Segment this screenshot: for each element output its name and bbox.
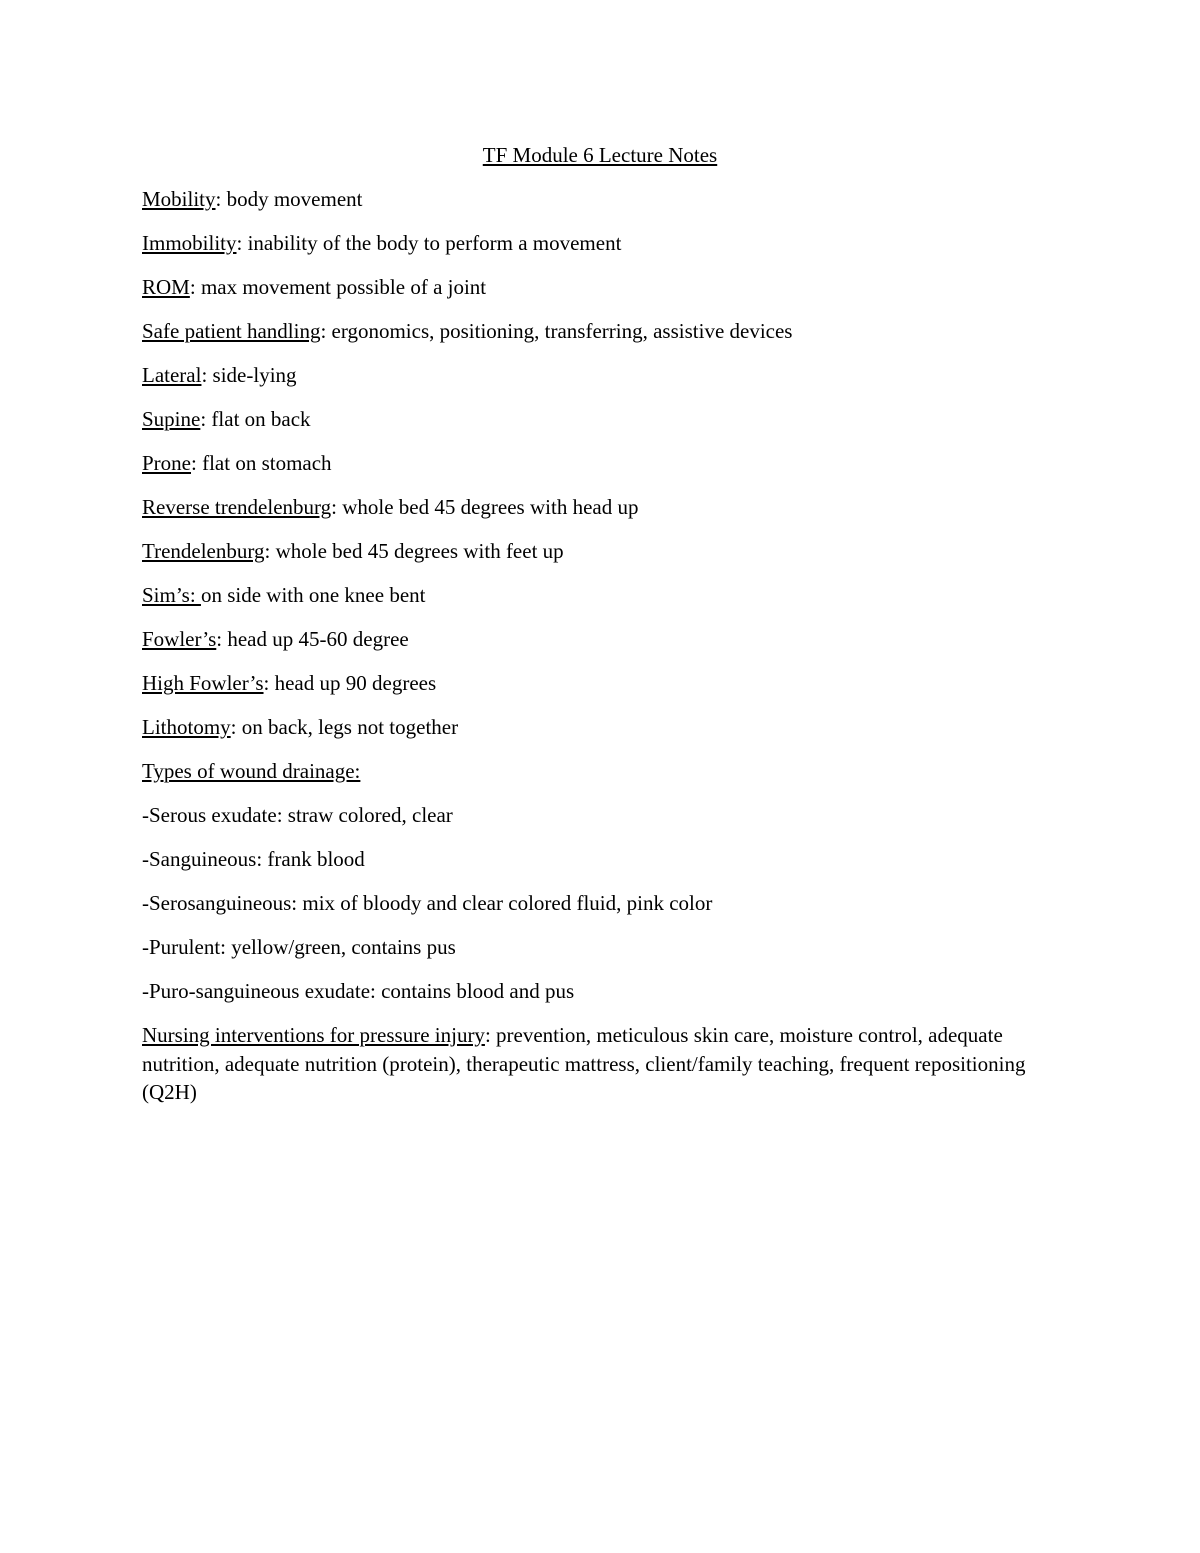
drainage-item: -Sanguineous: frank blood: [142, 847, 365, 871]
interventions-term: Nursing interventions for pressure injury: [142, 1023, 485, 1047]
definition-text: : head up 90 degrees: [263, 671, 437, 695]
definition-text: : on back, legs not together: [230, 715, 459, 739]
definition-text: : inability of the body to perform a movement: [236, 231, 622, 255]
definition-line: [142, 449, 1042, 477]
definition-line: [142, 581, 1042, 609]
definition-line: [142, 185, 1042, 213]
definition-text: on side with one knee bent: [200, 583, 426, 607]
definition-line: [142, 405, 1042, 433]
definition-line: [142, 229, 1042, 257]
drainage-item: -Puro-sanguineous exudate: contains blood and pus: [142, 979, 575, 1003]
definition-term: Supine: [142, 407, 201, 431]
definition-line: [142, 713, 1042, 741]
definition-text: : max movement possible of a joint: [189, 275, 487, 299]
definition-term: Trendelenburg: [142, 539, 265, 563]
definition-text: : side-lying: [201, 363, 297, 387]
definition-term: Safe patient handling: [142, 319, 321, 343]
definition-line: [142, 493, 1042, 521]
definition-text: : flat on stomach: [191, 451, 332, 475]
definition-line: [142, 537, 1042, 565]
definition-term: ROM: [142, 275, 190, 299]
definition-term: Immobility: [142, 231, 237, 255]
drainage-heading: Types of wound drainage:: [142, 759, 361, 783]
page-title: TF Module 6 Lecture Notes: [482, 143, 718, 167]
definition-term: Lateral: [142, 363, 202, 387]
definition-text: : ergonomics, positioning, transferring, assistive devices: [320, 319, 793, 343]
definition-line: [142, 361, 1042, 389]
definition-term: Fowler’s: [142, 627, 217, 651]
definition-text: : flat on back: [200, 407, 311, 431]
interventions-text: : prevention, meticulous skin care, moisture control, adequate nutrition, adequate nutrition (protein), therapeutic mattress, client/family teaching, frequent repositioning (Q2H): [142, 1023, 1026, 1104]
definition-text: : whole bed 45 degrees with head up: [331, 495, 639, 519]
drainage-item: -Serous exudate: straw colored, clear: [142, 803, 453, 827]
definition-text: : whole bed 45 degrees with feet up: [264, 539, 564, 563]
interventions-paragraph: [142, 1021, 1032, 1107]
drainage-item: -Serosanguineous: mix of bloody and clear colored fluid, pink color: [142, 891, 713, 915]
definition-line: [142, 317, 1042, 345]
definition-text: : head up 45-60 degree: [216, 627, 409, 651]
definition-line: [142, 625, 1042, 653]
definition-term: Mobility: [142, 187, 216, 211]
drainage-item: -Purulent: yellow/green, contains pus: [142, 935, 456, 959]
notes-body: [142, 185, 1042, 1107]
definition-term: Reverse trendelenburg: [142, 495, 332, 519]
definition-text: : body movement: [215, 187, 363, 211]
definition-line: [142, 273, 1042, 301]
definition-term: Lithotomy: [142, 715, 231, 739]
definition-term: Sim’s:: [142, 583, 201, 607]
definition-term: High Fowler’s: [142, 671, 264, 695]
definition-term: Prone: [142, 451, 191, 475]
definition-line: [142, 669, 1042, 697]
